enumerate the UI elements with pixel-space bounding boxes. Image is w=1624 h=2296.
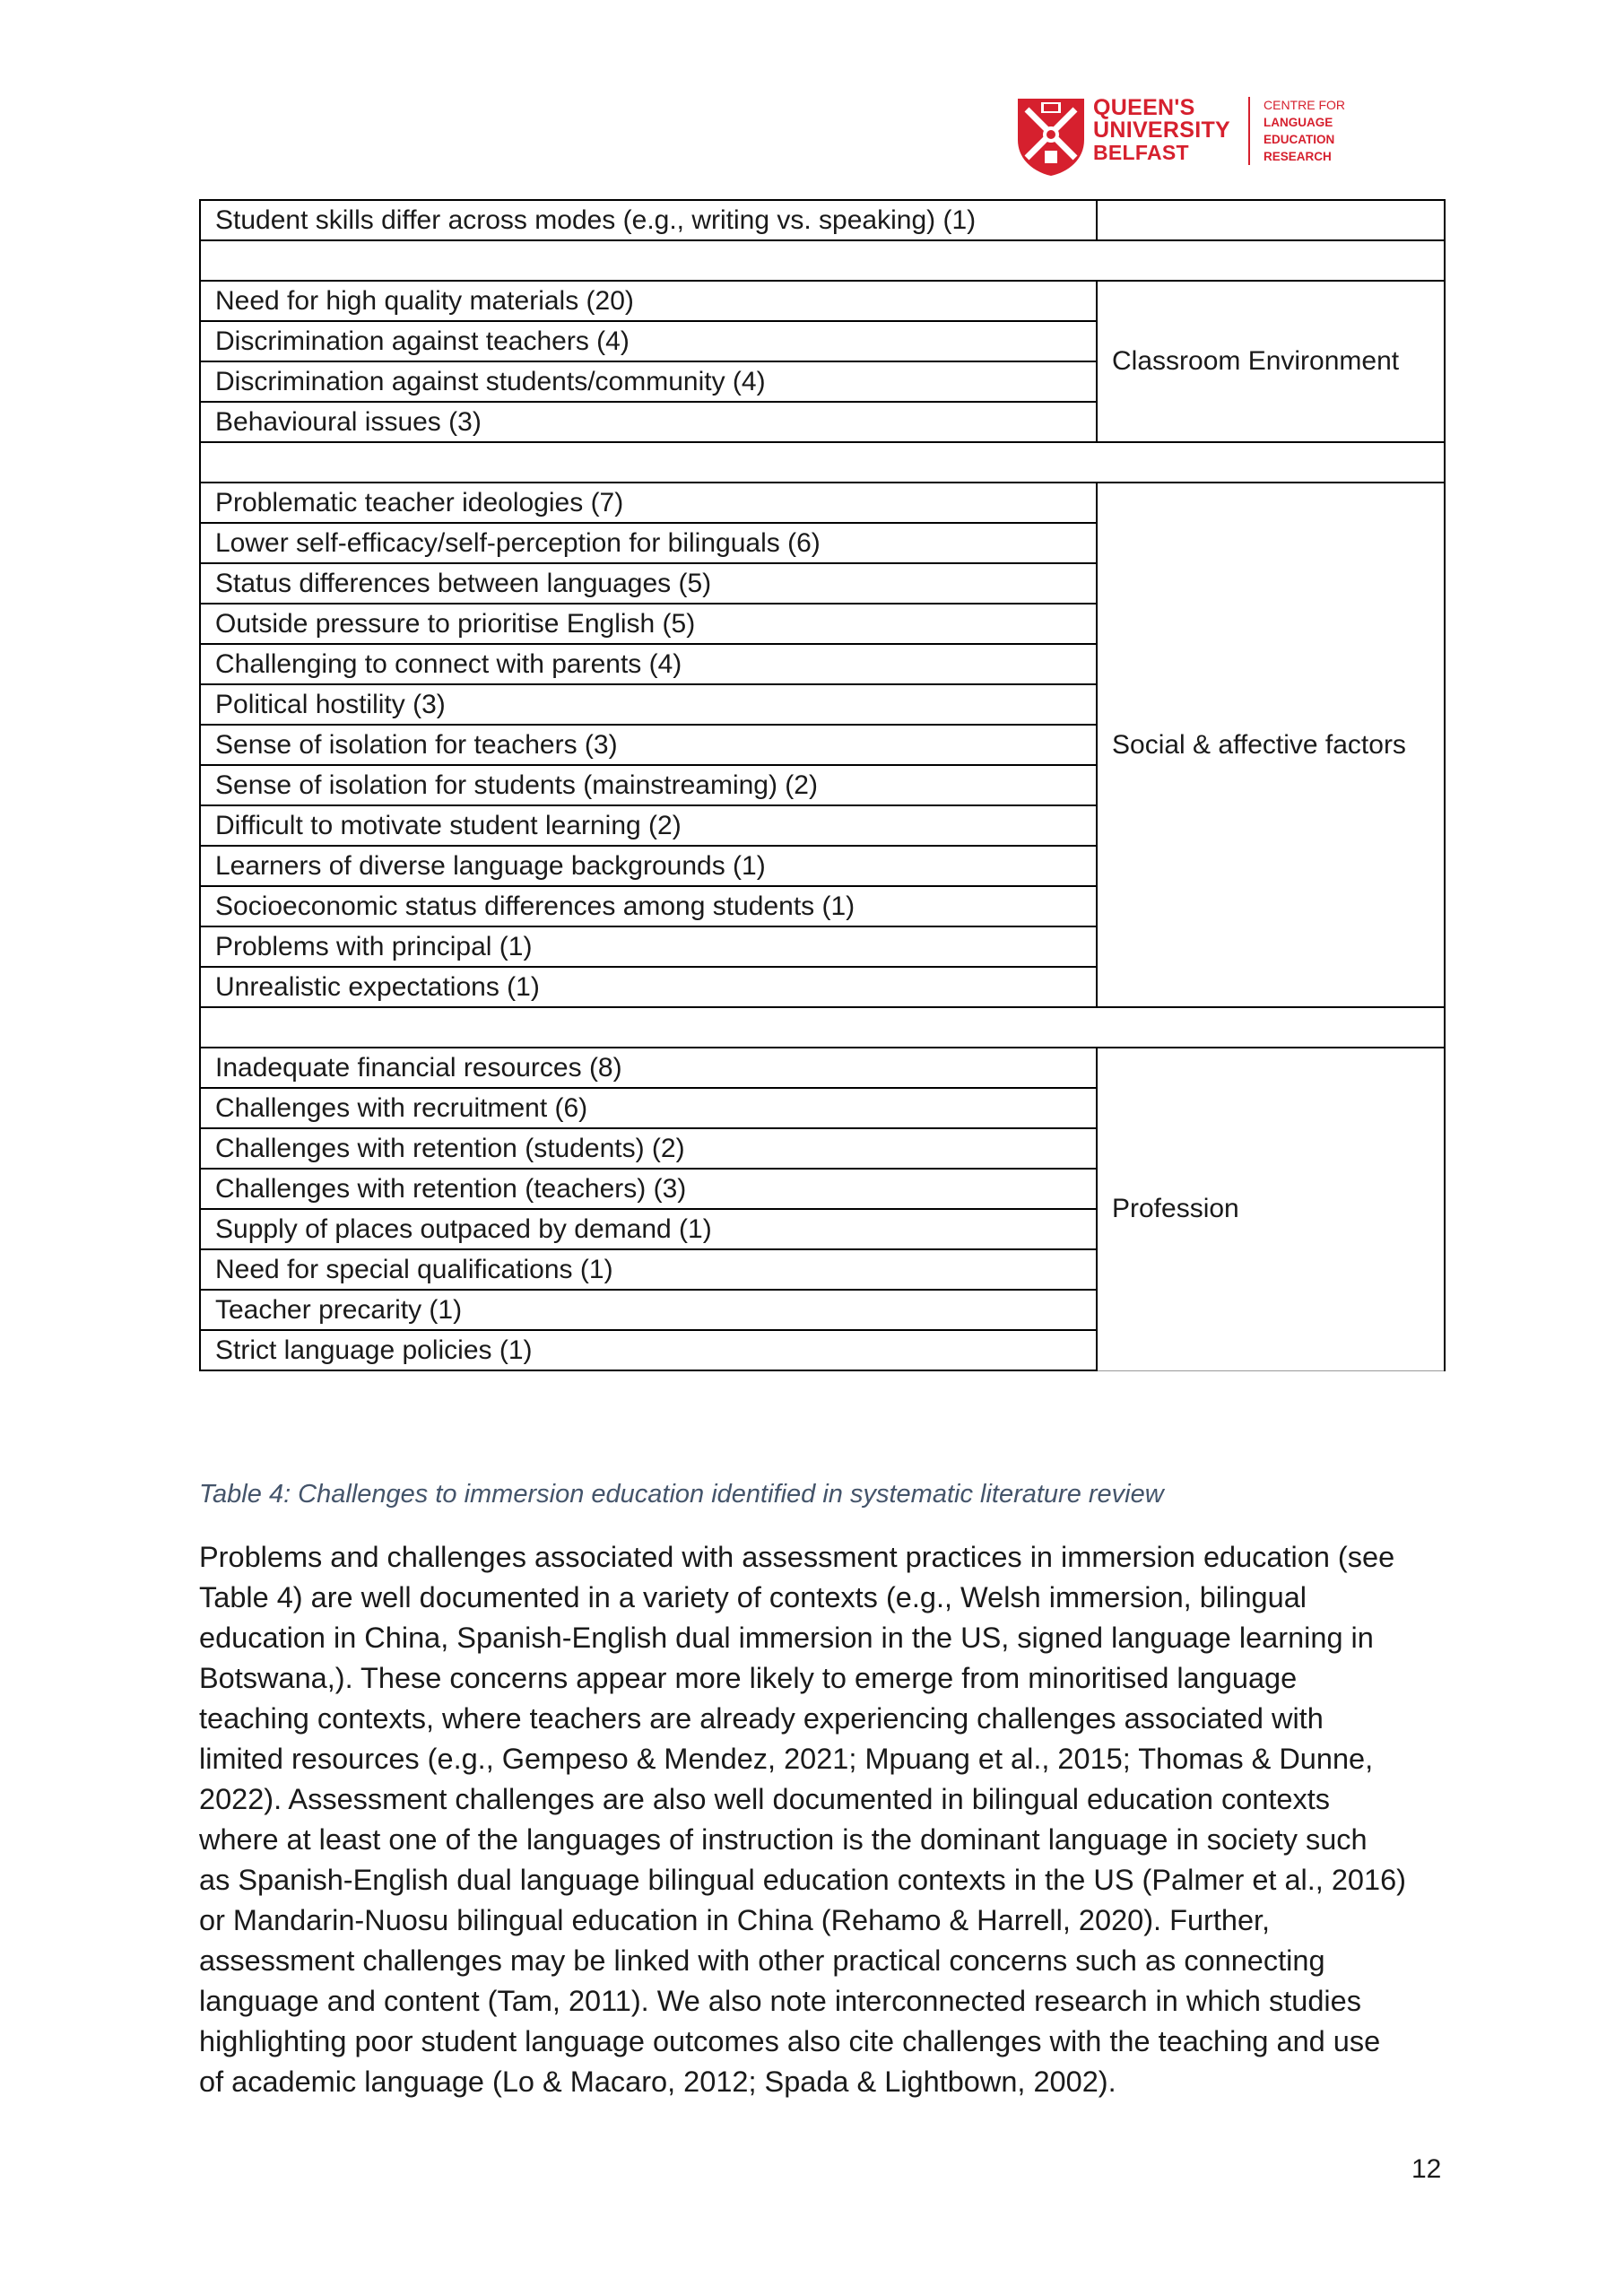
table-row xyxy=(200,200,1445,240)
challenge-cell: Sense of isolation for students (mainstreaming) (2) xyxy=(200,765,1097,805)
challenge-cell: Teacher precarity (1) xyxy=(200,1290,1097,1330)
challenge-cell: Discrimination against teachers (4) xyxy=(200,321,1097,361)
challenge-cell: Discrimination against students/community (4) xyxy=(200,361,1097,402)
table-spacer-cell xyxy=(200,1007,1445,1048)
challenge-cell: Problems with principal (1) xyxy=(200,926,1097,967)
table-caption: Table 4: Challenges to immersion education identified in systematic literature review xyxy=(199,1480,1164,1509)
body-line: assessment challenges may be linked with other practical concerns such as connecting xyxy=(199,1944,1325,1977)
university-crest-icon xyxy=(1014,95,1088,178)
challenge-cell: Need for special qualifications (1) xyxy=(200,1249,1097,1290)
challenge-cell: Socioeconomic status differences among students (1) xyxy=(200,886,1097,926)
challenge-cell: Lower self-efficacy/self-perception for bilinguals (6) xyxy=(200,523,1097,563)
body-line: as Spanish-English dual language bilingual education contexts in the US (Palmer et al., 2016) xyxy=(199,1864,1406,1896)
challenge-cell: Need for high quality materials (20) xyxy=(200,281,1097,321)
table-spacer-cell xyxy=(200,240,1445,281)
centre-line-3: EDUCATION xyxy=(1264,133,1335,146)
centre-line-1: CENTRE FOR xyxy=(1264,98,1345,112)
body-line: Table 4) are well documented in a variety of contexts (e.g., Welsh immersion, bilingual xyxy=(199,1581,1307,1613)
body-line: Problems and challenges associated with assessment practices in immersion education (see xyxy=(199,1541,1395,1573)
challenge-cell: Strict language policies (1) xyxy=(200,1330,1097,1370)
category-cell: Classroom Environment xyxy=(1097,281,1445,442)
category-cell: Profession xyxy=(1097,1048,1445,1370)
body-line: highlighting poor student language outcomes also cite challenges with the teaching and use xyxy=(199,2025,1381,2057)
body-line: limited resources (e.g., Gempeso & Mendez, 2021; Mpuang et al., 2015; Thomas & Dunne, xyxy=(199,1743,1374,1775)
table-row xyxy=(200,1048,1445,1088)
challenge-cell: Problematic teacher ideologies (7) xyxy=(200,483,1097,523)
challenge-cell: Challenges with recruitment (6) xyxy=(200,1088,1097,1128)
university-name xyxy=(1093,97,1230,164)
challenge-cell: Challenges with retention (teachers) (3) xyxy=(200,1169,1097,1209)
table-spacer-cell xyxy=(200,442,1445,483)
body-line: where at least one of the languages of instruction is the dominant language in society such xyxy=(199,1823,1368,1856)
logo-line-1: QUEEN'S xyxy=(1093,95,1195,120)
challenge-cell: Inadequate financial resources (8) xyxy=(200,1048,1097,1088)
centre-line-4: RESEARCH xyxy=(1264,150,1332,163)
logo-line-3: BELFAST xyxy=(1093,141,1189,164)
table-row xyxy=(200,281,1445,321)
body-line: or Mandarin-Nuosu bilingual education in China (Rehamo & Harrell, 2020). Further, xyxy=(199,1904,1271,1936)
table-spacer-row xyxy=(200,442,1445,483)
challenge-cell: Student skills differ across modes (e.g., writing vs. speaking) (1) xyxy=(200,200,1097,240)
body-line: language and content (Tam, 2011). We also note interconnected research in which studies xyxy=(199,1985,1361,2017)
page-number: 12 xyxy=(1411,2154,1442,2184)
body-line: teaching contexts, where teachers are already experiencing challenges associated with xyxy=(199,1702,1324,1735)
challenge-cell: Supply of places outpaced by demand (1) xyxy=(200,1209,1097,1249)
challenges-table-container xyxy=(199,199,1444,1371)
challenge-cell: Difficult to motivate student learning (2) xyxy=(200,805,1097,846)
challenge-cell: Sense of isolation for teachers (3) xyxy=(200,725,1097,765)
body-paragraph xyxy=(199,1537,1446,2102)
challenge-cell: Status differences between languages (5) xyxy=(200,563,1097,604)
challenge-cell: Challenging to connect with parents (4) xyxy=(200,644,1097,684)
body-line: 2022). Assessment challenges are also well documented in bilingual education contexts xyxy=(199,1783,1331,1815)
table-spacer-row xyxy=(200,240,1445,281)
challenge-cell: Challenges with retention (students) (2) xyxy=(200,1128,1097,1169)
centre-name xyxy=(1264,97,1345,165)
challenge-cell: Behavioural issues (3) xyxy=(200,402,1097,442)
challenge-cell: Learners of diverse language backgrounds (1) xyxy=(200,846,1097,886)
empty-category-cell xyxy=(1097,200,1445,240)
challenge-cell: Outside pressure to prioritise English (5) xyxy=(200,604,1097,644)
centre-line-2: LANGUAGE xyxy=(1264,116,1333,129)
logo-divider xyxy=(1248,97,1250,165)
category-cell: Social & affective factors xyxy=(1097,483,1445,1007)
table-spacer-row xyxy=(200,1007,1445,1048)
body-line: Botswana,). These concerns appear more likely to emerge from minoritised language xyxy=(199,1662,1298,1694)
table-row xyxy=(200,483,1445,523)
challenge-cell: Political hostility (3) xyxy=(200,684,1097,725)
challenges-table xyxy=(199,199,1446,1371)
university-logo xyxy=(1014,91,1355,181)
body-line: education in China, Spanish-English dual immersion in the US, signed language learning in xyxy=(199,1622,1374,1654)
body-line: of academic language (Lo & Macaro, 2012; Spada & Lightbown, 2002). xyxy=(199,2066,1116,2098)
challenge-cell: Unrealistic expectations (1) xyxy=(200,967,1097,1007)
logo-line-2: UNIVERSITY xyxy=(1093,117,1231,143)
